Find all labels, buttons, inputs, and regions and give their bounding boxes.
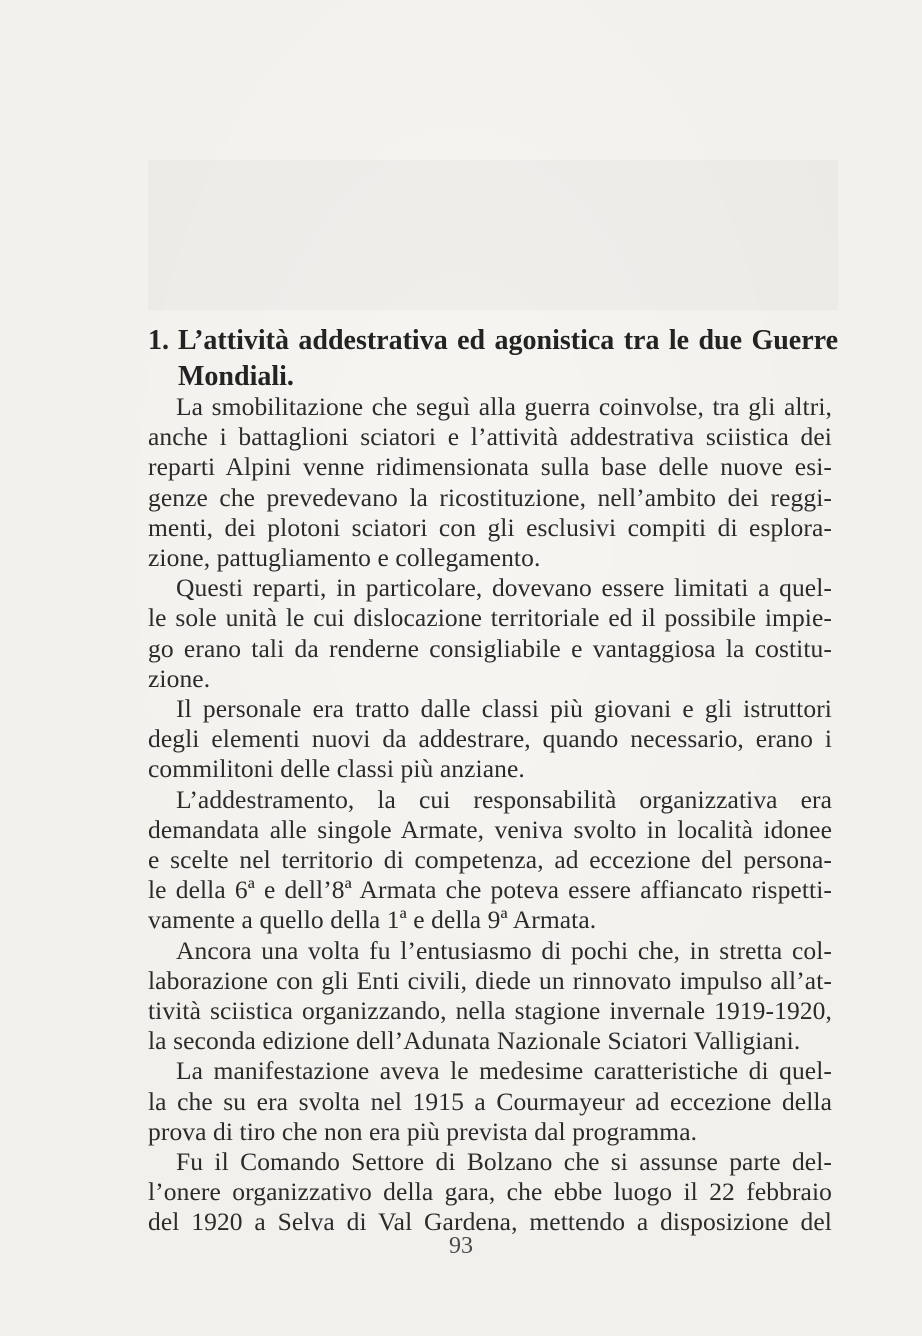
section-number: 1. bbox=[148, 325, 169, 357]
text-line: le della 6ª e dell’8ª Armata che poteva essere affiancato rispetti- bbox=[148, 875, 832, 905]
text-line: le sole unità le cui dislocazione territoriale ed il possibile impie- bbox=[148, 603, 832, 633]
paragraph bbox=[148, 936, 832, 1057]
page-number: 93 bbox=[449, 1233, 473, 1259]
text-line: reparti Alpini venne ridimensionata sulla base delle nuove esi- bbox=[148, 452, 832, 482]
text-line: commilitoni delle classi più anziane. bbox=[148, 754, 525, 784]
bleed-through-shadow bbox=[148, 160, 838, 310]
text-line: la seconda edizione dell’Adunata Nazionale Sciatori Valligiani. bbox=[148, 1026, 801, 1056]
paragraph bbox=[148, 785, 832, 936]
text-line: go erano tali da renderne consigliabile e vantaggiosa la costitu- bbox=[148, 633, 832, 663]
text-line: tività sciistica organizzando, nella stagione invernale 1919-1920, bbox=[148, 996, 832, 1026]
paragraph bbox=[148, 573, 832, 694]
text-line: menti, dei plotoni sciatori con gli esclusivi compiti di esplora- bbox=[148, 512, 832, 542]
text-line: laborazione con gli Enti civili, diede un rinnovato impulso all’at- bbox=[148, 965, 832, 995]
text-line: L’addestramento, la cui responsabilità organizzativa era bbox=[176, 784, 832, 814]
section-heading bbox=[148, 323, 838, 395]
body-text bbox=[148, 392, 832, 1238]
paragraph bbox=[148, 1056, 832, 1147]
text-line: Questi reparti, in particolare, dovevano essere limitati a quel- bbox=[176, 573, 832, 603]
paragraph bbox=[148, 694, 832, 785]
text-line: zione. bbox=[148, 663, 211, 693]
text-line: vamente a quello della 1ª e della 9ª Armata. bbox=[148, 905, 597, 935]
text-line: zione, pattugliamento e collegamento. bbox=[148, 543, 541, 573]
text-line: Il personale era tratto dalle classi più giovani e gli istruttori bbox=[176, 694, 832, 724]
text-line: anche i battaglioni sciatori e l’attività addestrativa sciistica dei bbox=[148, 422, 832, 452]
section-heading-line1 bbox=[148, 323, 838, 359]
section-title-line2: Mondiali. bbox=[178, 361, 294, 393]
text-line: La smobilitazione che seguì alla guerra coinvolse, tra gli altri, bbox=[176, 392, 832, 421]
text-line: La manifestazione aveva le medesime caratteristiche di quel- bbox=[176, 1056, 832, 1086]
text-line: e scelte nel territorio di competenza, ad eccezione del persona- bbox=[148, 845, 832, 875]
text-line: genze che prevedevano la ricostituzione, nell’ambito dei reggi- bbox=[148, 482, 832, 512]
text-line: demandata alle singole Armate, veniva svolto in località idonee bbox=[148, 814, 832, 844]
text-line: del 1920 a Selva di Val Gardena, mettendo a disposizione del bbox=[148, 1207, 832, 1237]
text-line: Fu il Comando Settore di Bolzano che si assunse parte del- bbox=[176, 1147, 832, 1177]
text-line: Ancora una volta fu l’entusiasmo di pochi che, in stretta col- bbox=[176, 935, 832, 965]
text-line: prova di tiro che non era più prevista dal programma. bbox=[148, 1116, 698, 1146]
section-title-line1: L’attività addestrativa ed agonistica tra le due Guerre bbox=[178, 325, 838, 357]
paragraph bbox=[148, 1147, 832, 1238]
text-line: l’onere organizzativo della gara, che ebbe luogo il 22 febbraio bbox=[148, 1177, 832, 1207]
paragraph bbox=[148, 392, 832, 573]
text-line: degli elementi nuovi da addestrare, quando necessario, erano i bbox=[148, 724, 832, 754]
text-line: la che su era svolta nel 1915 a Courmayeur ad eccezione della bbox=[148, 1086, 832, 1116]
